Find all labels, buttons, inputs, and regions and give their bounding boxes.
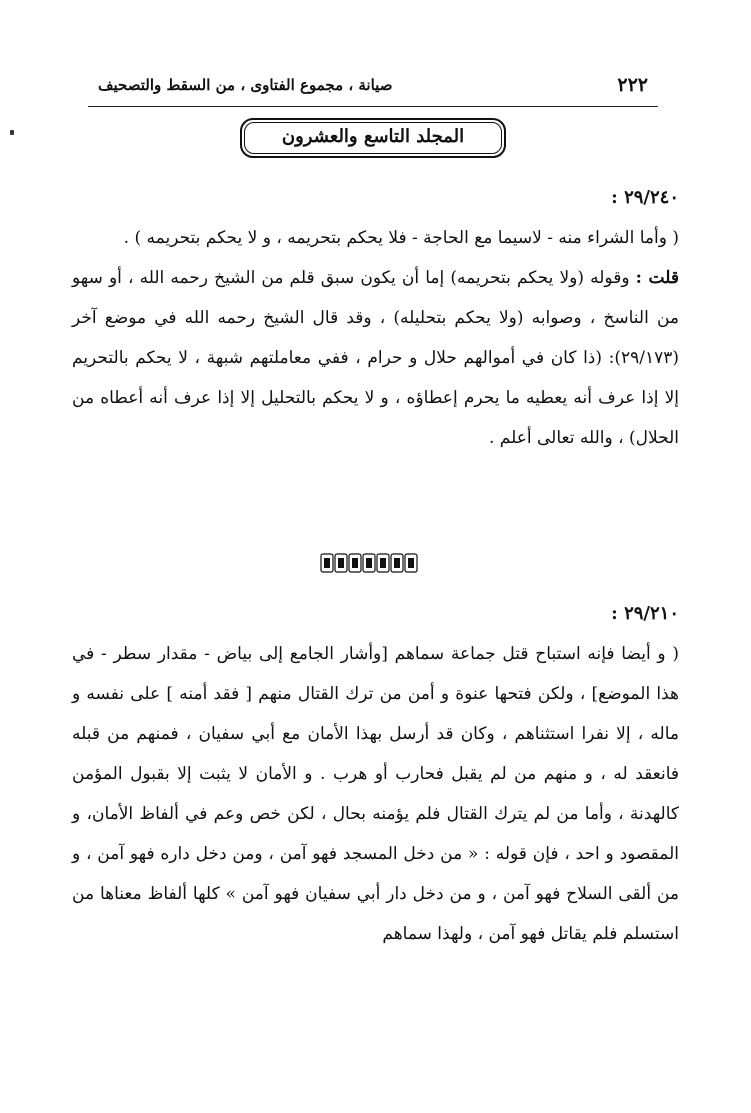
divider-ornament-icon — [320, 552, 420, 574]
running-title: صيانة ، مجموع الفتاوى ، من السقط والتصحيف — [98, 76, 393, 94]
entry-quote: ( وأما الشراء منه - لاسيما مع الحاجة - فلا يحكم بتحريمه ، و لا يحكم بتحريمه ) . — [123, 228, 679, 248]
section-title-frame — [240, 118, 506, 158]
comment-text: وقوله (ولا يحكم بتحريمه) إما أن يكون سبق قلم من الشيخ رحمه الله ، أو سهو من الناسخ ، وصوابه (ولا يحكم بتحليله) ، وقد قال الشيخ رحمه الله في موضع آخر (٢٩/١٧٣): (ذا كان في أموالهم حلال و حرام ، ففي معاملتهم شبهة ، لا يحكم بالتحريم إلا إذا عرف أنه يعطيه ما يحرم إعطاؤه ، و لا يحكم بالتحليل إلا إذا عرف أنه أعطاه من الحلال) ، والله تعالى أعلم . — [72, 268, 679, 448]
comment-lead: قلت : — [635, 268, 679, 288]
section-title: المجلد التاسع والعشرون — [281, 126, 465, 147]
entry-comment — [72, 258, 679, 458]
entry-reference: ٢٩/٢٤٠ : — [611, 187, 679, 208]
page-header — [88, 70, 658, 107]
entry-reference: ٢٩/٢١٠ : — [611, 603, 679, 624]
entry-1 — [72, 178, 679, 458]
entry-2 — [72, 594, 679, 954]
page-edge-mark — [10, 130, 14, 135]
entry-quote: ( و أيضا فإنه استباح قتل جماعة سماهم [وأشار الجامع إلى بياض - مقدار سطر - في هذا الموضع] ، ولكن فتحها عنوة و أمن من ترك القتال منهم [ فقد أمنه ] على نفسه و ماله ، إلا نفرا استثناهم ، وكان قد أرسل بهذا الأمان مع أبي سفيان ، فمنهم من قبله فانعقد له ، و منهم من لم يقبل فحارب أو هرب . و الأمان لا يثبت إلا بقبول المؤمن كالهدنة ، وأما من لم يترك القتال فلم يؤمنه بحال ، لكن خص وعم في ألفاظ الأمان، و المقصود و احد ، فإن قوله : « من دخل المسجد فهو آمن ، ومن دخل داره فهو آمن ، و من ألقى السلاح فهو آمن ، و من دخل دار أبي سفيان فهو آمن » كلها ألفاظ معناها من استسلم فلم يقاتل فهو آمن ، ولهذا سماهم — [72, 644, 679, 944]
page-number: ٢٢٢ — [617, 74, 648, 96]
